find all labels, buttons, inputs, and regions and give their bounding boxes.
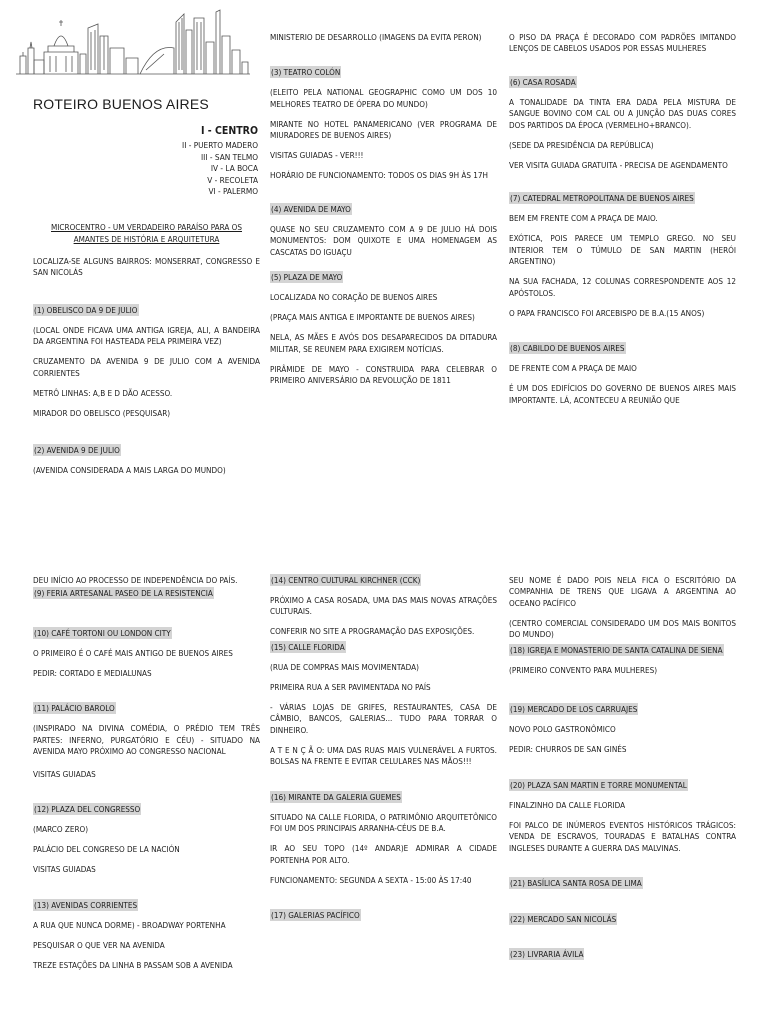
paragraph: (CENTRO COMERCIAL CONSIDERADO UM DOS MAIS BONITOS DO MUNDO) — [509, 617, 736, 640]
section-heading — [270, 642, 497, 653]
section-heading — [33, 305, 260, 316]
section-heading-label: (12) PLAZA DEL CONGRESSO — [34, 804, 141, 815]
section-heading-label: (4) AVENIDA DE MAYO — [271, 203, 351, 214]
column-top-middle — [270, 32, 497, 395]
paragraph: NELA, AS MÃES E AVÓS DOS DESAPARECIDOS DA DITADURA MILITAR, SE REUNEM PARA EXIGIREM NOTÍCIAS. — [270, 332, 497, 354]
paragraph: A TONALIDADE DA TINTA ERA DADA PELA MISTURA DE SANGUE BOVINO COM CAL OU A JUNÇÃO DAS DUAS CORES DOS PARTIDOS DA ÉPOCA (VERMELHO+BRANCO). — [509, 96, 736, 130]
paragraph: PALÁCIO DEL CONGRESO DE LA NACIÓN — [33, 844, 180, 855]
section-heading — [33, 804, 260, 815]
section-heading-label: (23) LIVRARIA ÁVILA — [510, 949, 584, 960]
paragraph: CRUZAMENTO DA AVENIDA 9 DE JULIO COM A AVENIDA CORRIENTES — [33, 356, 260, 378]
paragraph: PIRÂMIDE DE MAYO - CONSTRUIDA PARA CELEBRAR O PRIMEIRO ANIVERSÁRIO DA REVOLUÇÃO DE 1811 — [270, 363, 497, 386]
paragraph: BEM EM FRENTE COM A PRAÇA DE MAIO. — [509, 213, 658, 224]
paragraph: LOCALIZA-SE ALGUNS BAIRROS: MONSERRAT, CONGRESSO E SAN NICOLÁS — [33, 256, 260, 278]
section-heading-label: (19) MERCADO DE LOS CARRUAJES — [510, 704, 638, 715]
paragraph: METRÔ LINHAS: A,B E D DÃO ACESSO. — [33, 387, 173, 398]
paragraph: HORÁRIO DE FUNCIONAMENTO: TODOS OS DIAS 9H ÀS 17H — [270, 170, 489, 181]
section-heading — [33, 703, 260, 714]
paragraph: QUASE NO SEU CRUZAMENTO COM A 9 DE JULIO HÁ DOIS MONUMENTOS: DOM QUIXOTE E UMA HOMENAGEM AS CASCATAS DO IGUAÇU — [270, 223, 497, 257]
section-heading-label: (20) PLAZA SAN MARTIN E TORRE MONUMENTAL — [510, 779, 687, 790]
section-heading — [509, 914, 736, 925]
section-heading-label: (16) MIRANTE DA GALERIA GUEMES — [271, 791, 401, 802]
paragraph: O PRIMEIRO É O CAFÉ MAIS ANTIGO DE BUENOS AIRES — [33, 647, 233, 658]
section-heading-label: (10) CAFÉ TORTONI OU LONDON CITY — [34, 627, 171, 638]
column-top-left — [33, 256, 260, 485]
paragraph: (AVENIDA CONSIDERADA A MAIS LARGA DO MUNDO) — [33, 465, 226, 476]
paragraph: NA SUA FACHADA, 12 COLUNAS CORRESPONDENTE AOS 12 APÓSTOLOS. — [509, 276, 736, 298]
paragraph: LOCALIZADA NO CORAÇÃO DE BUENOS AIRES — [270, 292, 438, 303]
paragraph: PESQUISAR O QUE VER NA AVENIDA — [33, 939, 165, 950]
section-subtitle — [33, 221, 260, 245]
paragraph: VISITAS GUIADAS — [33, 864, 96, 875]
paragraph: VISITAS GUIADAS — [33, 768, 96, 779]
section-heading-label: (2) AVENIDA 9 DE JULIO — [34, 445, 120, 456]
paragraph: SEU NOME É DADO POIS NELA FICA O ESCRITÓRIO DA COMPANHIA DE TRENS QUE LIGAVA A ARGENTINA AO OCEANO PACÍFICO — [509, 575, 736, 608]
paragraph: PEDIR: CORTADO E MEDIALUNAS — [33, 667, 152, 678]
paragraph: MIRADOR DO OBELISCO (PESQUISAR) — [33, 407, 171, 418]
section-heading — [270, 575, 497, 586]
paragraph: FOI PALCO DE INÚMEROS EVENTOS HISTÓRICOS TRÁGICOS: VENDA DE ESCRAVOS, TOURADAS E BATALHAS CONTRA INGLESES DURANTE A GUERRA DAS MALVINAS. — [509, 819, 736, 853]
paragraph: VER VISITA GUIADA GRATUITA - PRECISA DE AGENDAMENTO — [509, 159, 728, 170]
paragraph: A T E N Ç Ã O: UMA DAS RUAS MAIS VULNERÁVEL A FURTOS. BOLSAS NA FRENTE E EVITAR CELULARES NAS MÃOS!!! — [270, 744, 497, 767]
paragraph: (LOCAL ONDE FICAVA UMA ANTIGA IGREJA, ALI, A BANDEIRA DA ARGENTINA FOI HASTEADA PELA PRIMEIRA VEZ) — [33, 324, 260, 347]
section-heading-label: (17) GALERIAS PACÍFICO — [271, 910, 360, 921]
toc-item: V - RECOLETA — [207, 174, 258, 185]
paragraph: MINISTERIO DE DESARROLLO (IMAGENS DA EVITA PERON) — [270, 32, 482, 42]
section-heading-label: (22) MERCADO SAN NICOLÁS — [510, 913, 617, 924]
section-heading-label: (8) CABILDO DE BUENOS AIRES — [510, 343, 625, 354]
section-heading-label: (3) TEATRO COLÓN — [271, 67, 341, 78]
section-heading-label: (21) BASÍLICA SANTA ROSA DE LIMA — [510, 878, 642, 889]
toc-current-section: I - CENTRO — [200, 125, 258, 137]
section-heading-label: (5) PLAZA DE MAYO — [271, 272, 343, 283]
buenos-aires-skyline-illustration — [14, 8, 252, 78]
paragraph: MIRANTE NO HOTEL PANAMERICANO (VER PROGRAMA DE MIURADORES DE BUENOS AIRES) — [270, 118, 497, 141]
section-heading — [270, 272, 497, 283]
paragraph: (PRAÇA MAIS ANTIGA E IMPORTANTE DE BUENOS AIRES) — [270, 312, 475, 323]
paragraph: DEU INÍCIO AO PROCESSO DE INDEPENDÊNCIA DO PAÍS. — [33, 575, 238, 585]
section-heading — [509, 780, 736, 791]
paragraph: PEDIR: CHURROS DE SAN GINÉS — [509, 744, 627, 755]
section-heading-label: (9) FERIA ARTESANAL PASEO DE LA RESISTENCIA — [34, 588, 213, 599]
section-heading — [33, 588, 260, 599]
section-heading-label: (11) PALÁCIO BAROLO — [34, 703, 115, 714]
section-heading — [509, 343, 736, 354]
section-heading — [270, 204, 497, 215]
toc-item: III - SAN TELMO — [201, 151, 258, 162]
document-title: ROTEIRO BUENOS AIRES — [33, 96, 209, 112]
toc-item: II - PUERTO MADERO — [182, 139, 258, 150]
section-heading-label: (7) CATEDRAL METROPOLITANA DE BUENOS AIRES — [510, 193, 694, 204]
paragraph: NOVO POLO GASTRONÔMICO — [509, 724, 616, 735]
column-bottom-left — [33, 575, 260, 980]
paragraph: DE FRENTE COM A PRAÇA DE MAIO — [509, 363, 637, 374]
paragraph: É UM DOS EDIFÍCIOS DO GOVERNO DE BUENOS AIRES MAIS IMPORTANTE. LÁ, ACONTECEU A REUNIÃO QUE — [509, 383, 736, 405]
paragraph: FUNCIONAMENTO: SEGUNDA A SEXTA - 15:00 ÀS 17:40 — [270, 874, 472, 885]
paragraph: (ELEITO PELA NATIONAL GEOGRAPHIC COMO UM DOS 10 MELHORES TEATRO DE ÓPERA DO MUNDO) — [270, 87, 497, 109]
section-heading-label: (15) CALLE FLORIDA — [271, 641, 345, 652]
toc-item: IV - LA BOCA — [210, 163, 258, 174]
subtitle-text: MICROCENTRO - UM VERDADEIRO PARAÍSO PARA OS AMANTES DE HISTÓRIA E ARQUITETURA — [51, 222, 242, 245]
section-heading-label: (13) AVENIDAS CORRIENTES — [34, 899, 138, 910]
paragraph: (PRIMEIRO CONVENTO PARA MULHERES) — [509, 664, 658, 675]
section-heading — [270, 792, 497, 803]
toc-item: VI - PALERMO — [208, 186, 258, 197]
paragraph: VISITAS GUIADAS - VER!!! — [270, 150, 364, 161]
section-heading — [509, 645, 736, 656]
paragraph: CONFERIR NO SITE A PROGRAMAÇÃO DAS EXPOSIÇÕES. — [270, 626, 475, 637]
column-bottom-right — [509, 575, 736, 969]
section-heading — [509, 878, 736, 889]
paragraph: - VÁRIAS LOJAS DE GRIFES, RESTAURANTES, CASA DE CÂMBIO, BANCOS, GALERIAS... TUDO PARA TORRAR O DINHEIRO. — [270, 701, 497, 735]
paragraph: O PISO DA PRAÇA É DECORADO COM PADRÕES IMITANDO LENÇOS DE CABELOS USADOS POR ESSAS MULHERES — [509, 32, 736, 54]
paragraph: (MARCO ZERO) — [33, 824, 89, 835]
paragraph: EXÓTICA, POIS PARECE UM TEMPLO GREGO. NO SEU INTERIOR TEM O TÚMULO DE SAN MARTIN (HERÓI ARGENTINO) — [509, 233, 736, 267]
section-heading-label: (6) CASA ROSADA — [510, 76, 576, 87]
section-heading — [270, 910, 497, 921]
paragraph: TREZE ESTAÇÕES DA LINHA B PASSAM SOB A AVENIDA — [33, 959, 233, 970]
paragraph: IR AO SEU TOPO (14º ANDAR)E ADMIRAR A CIDADE PORTENHA POR ALTO. — [270, 843, 497, 865]
section-heading — [33, 445, 260, 456]
section-heading — [509, 949, 736, 960]
table-of-contents — [182, 124, 258, 198]
paragraph: PRIMEIRA RUA A SER PAVIMENTADA NO PAÍS — [270, 681, 431, 692]
section-heading-label: (18) IGREJA E MONASTERIO DE SANTA CATALINA DE SIENA — [510, 644, 723, 655]
paragraph: FINALZINHO DA CALLE FLORIDA — [509, 799, 626, 810]
section-heading — [509, 193, 736, 204]
section-heading-label: (14) CENTRO CULTURAL KIRCHNER (CCK) — [271, 575, 421, 585]
paragraph: A RUA QUE NUNCA DORME) - BROADWAY PORTENHA — [33, 919, 226, 930]
section-heading — [509, 77, 736, 88]
section-heading — [33, 900, 260, 911]
paragraph: SITUADO NA CALLE FLORIDA, O PATRIMÔNIO ARQUITETÔNICO FOI UM DOS PRINCIPAIS ARRANHA-CÉUS DE B.A. — [270, 811, 497, 834]
section-heading — [33, 628, 260, 639]
column-bottom-middle — [270, 575, 497, 930]
paragraph: (SEDE DA PRESIDÊNCIA DA REPÚBLICA) — [509, 139, 654, 150]
section-heading — [270, 67, 497, 78]
paragraph: O PAPA FRANCISCO FOI ARCEBISPO DE B.A.(15 ANOS) — [509, 307, 705, 318]
paragraph: (INSPIRADO NA DIVINA COMÉDIA, O PRÉDIO TEM TRÊS PARTES: INFERNO, PURGATÓRIO E CÉU) - SITUADO NA AVENIDA MAYO PRÓXIMO AO CONGRESSO NACIONAL — [33, 723, 260, 757]
section-heading-label: (1) OBELISCO DA 9 DE JULIO — [34, 304, 138, 315]
column-top-right — [509, 32, 736, 415]
paragraph: (RUA DE COMPRAS MAIS MOVIMENTADA) — [270, 661, 419, 672]
paragraph: PRÓXIMO A CASA ROSADA, UMA DAS MAIS NOVAS ATRAÇÕES CULTURAIS. — [270, 594, 497, 617]
section-heading — [509, 704, 736, 715]
